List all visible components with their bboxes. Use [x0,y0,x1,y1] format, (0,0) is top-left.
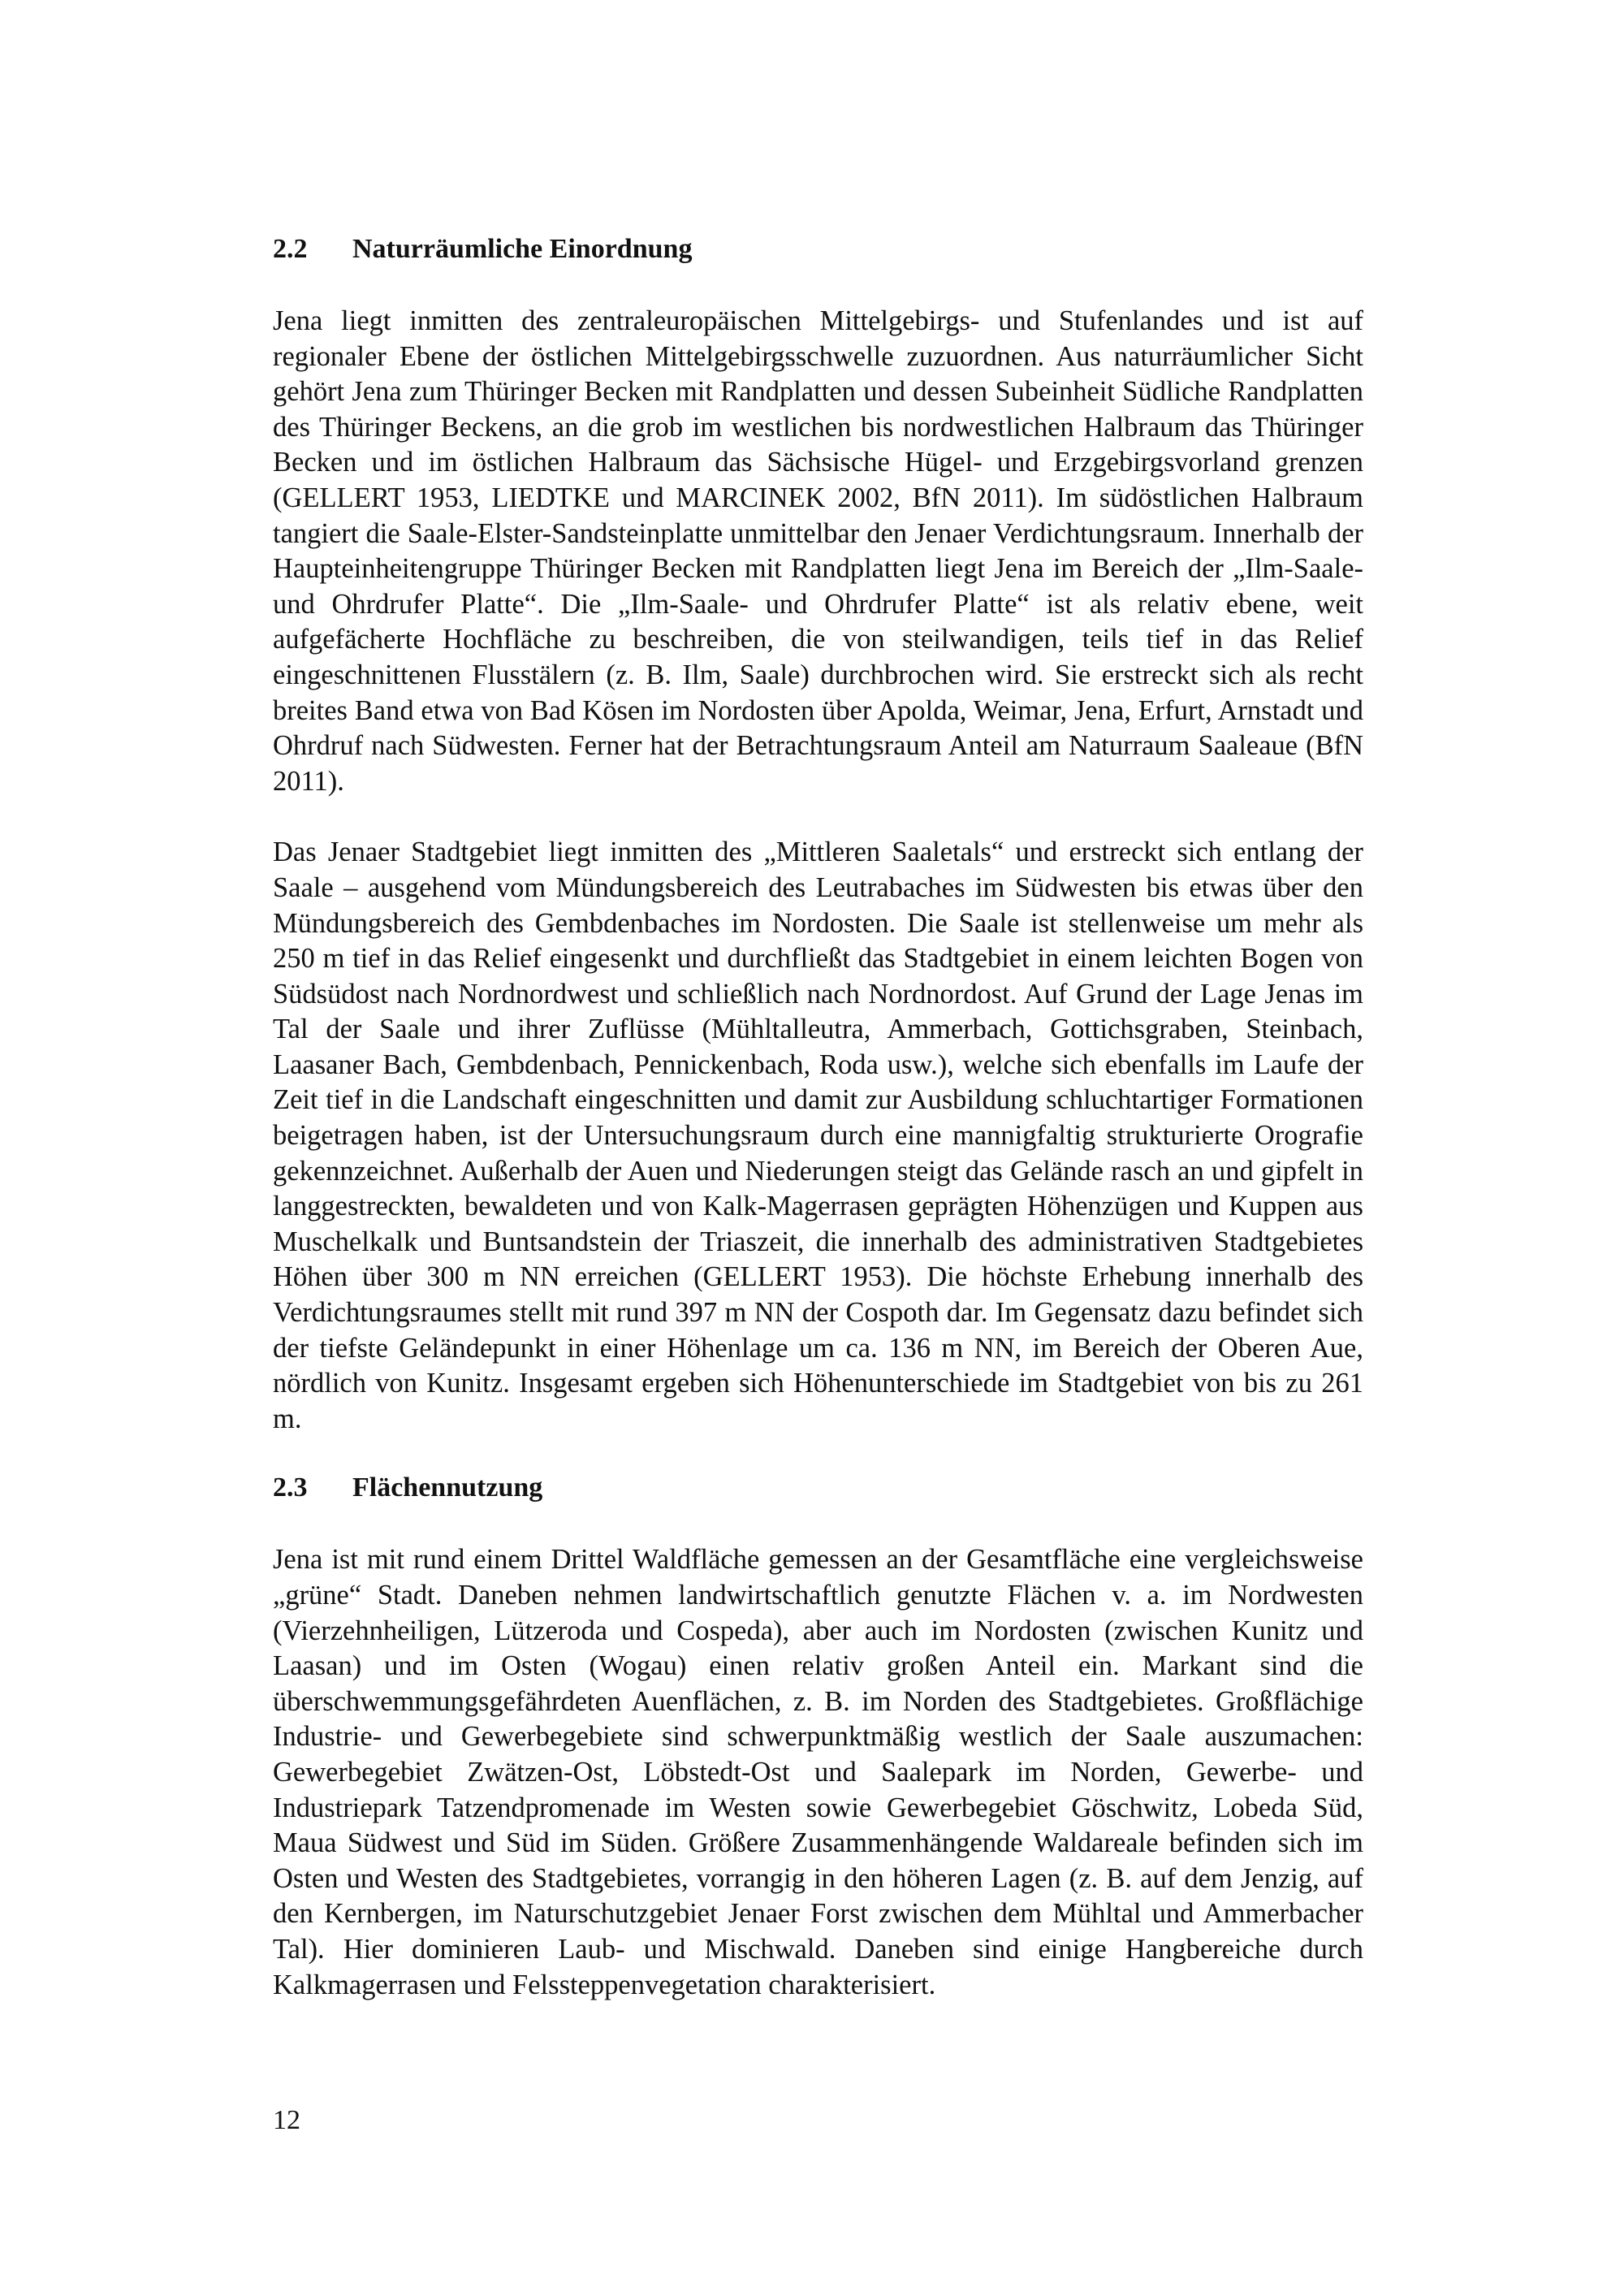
section-title: Naturräumliche Einordnung [352,234,693,264]
paragraph: Jena ist mit rund einem Drittel Waldfläche gemessen an der Gesamtfläche eine vergleichsweise „grüne“ Stadt. Daneben nehmen landwirtschaftlich genutzte Flächen v. a. im Nordwesten (Vierzehnheiligen, Lützeroda und Cospeda), aber auch im Nordosten (zwischen Kunitz und Laasan) und im Osten (Wogau) einen relativ großen Anteil ein. Markant sind die überschwemmungsgefährdeten Auenflächen, z. B. im Norden des Stadtgebietes. Großflächige Industrie- und Gewerbegebiete sind schwerpunktmäßig westlich der Saale auszumachen: Gewerbegebiet Zwätzen-Ost, Löbstedt-Ost und Saalepark im Norden, Gewerbe- und Industriepark Tatzendpromenade im Westen sowie Gewerbegebiet Göschwitz, Lobeda Süd, Maua Südwest und Süd im Süden. Größere Zusammenhängende Waldareale befinden sich im Osten und Westen des Stadtgebietes, vorrangig in den höheren Lagen (z. B. auf dem Jenzig, auf den Kernbergen, im Naturschutzgebiet Jenaer Forst zwischen dem Mühltal und Ammerbacher Tal). Hier dominieren Laub- und Mischwald. Daneben sind einige Hangbereiche durch Kalkmagerrasen und Felssteppenvegetation charakterisiert. [273,1544,1363,2000]
section-heading-2-3 [273,1471,1363,1505]
section-number: 2.3 [273,1472,308,1503]
paragraph: Das Jenaer Stadtgebiet liegt inmitten des „Mittleren Saaletals“ und erstreckt sich entlang der Saale – ausgehend vom Mündungsbereich des Leutrabaches im Südwesten bis etwas über den Mündungsbereich des Gembdenbaches im Nordosten. Die Saale ist stellenweise um mehr als 250 m tief in das Relief eingesenkt und durchfließt das Stadtgebiet in einem leichten Bogen von Südsüdost nach Nordnordwest und schließlich nach Nordnordost. Auf Grund der Lage Jenas im Tal der Saale und ihrer Zuflüsse (Mühltalleutra, Ammerbach, Gottichsgraben, Steinbach, Laasaner Bach, Gembdenbach, Pennickenbach, Roda usw.), welche sich ebenfalls im Laufe der Zeit tief in die Landschaft eingeschnitten und damit zur Ausbildung schluchtartiger Formationen beigetragen haben, ist der Untersuchungsraum durch eine mannigfaltig strukturierte Orografie gekennzeichnet. Außerhalb der Auen und Niederungen steigt das Gelände rasch an und gipfelt in langgestreckten, bewaldeten und von Kalk-Magerrasen geprägten Höhenzügen und Kuppen aus Muschelkalk und Buntsandstein der Triaszeit, die innerhalb des administrativen Stadtgebietes Höhen über 300 m NN erreichen (GELLERT 1953). Die höchste Erhebung innerhalb des Verdichtungsraumes stellt mit rund 397 m NN der Cospoth dar. Im Gegensatz dazu befindet sich der tiefste Geländepunkt in einer Höhenlage um ca. 136 m NN, im Bereich der Oberen Aue, nördlich von Kunitz. Insgesamt ergeben sich Höhenunterschiede im Stadtgebiet von bis zu 261 m. [273,837,1363,1434]
page-number: 12 [273,2105,300,2135]
page-content [273,232,1363,2003]
paragraph: Jena liegt inmitten des zentraleuropäischen Mittelgebirgs- und Stufenlandes und ist auf regionaler Ebene der östlichen Mittelgebirgsschwelle zuzuordnen. Aus naturräumlicher Sicht gehört Jena zum Thüringer Becken mit Randplatten und dessen Subeinheit Südliche Randplatten des Thüringer Beckens, an die grob im westlichen bis nordwestlichen Halbraum das Thüringer Becken und im östlichen Halbraum das Sächsische Hügel- und Erzgebirgsvorland grenzen (GELLERT 1953, LIEDTKE und MARCINEK 2002, BfN 2011). Im südöstlichen Halbraum tangiert die Saale-Elster-Sandsteinplatte unmittelbar den Jenaer Verdichtungsraum. Innerhalb der Haupteinheitengruppe Thüringer Becken mit Randplatten liegt Jena im Bereich der „Ilm-Saale- und Ohrdrufer Platte“. Die „Ilm-Saale- und Ohrdrufer Platte“ ist als relativ ebene, weit aufgefächerte Hochfläche zu beschreiben, die von steilwandigen, teils tief in das Relief eingeschnittenen Flusstälern (z. B. Ilm, Saale) durchbrochen wird. Sie erstreckt sich als recht breites Band etwa von Bad Kösen im Nordosten über Apolda, Weimar, Jena, Erfurt, Arnstadt und Ohrdruf nach Südwesten. Ferner hat der Betrachtungsraum Anteil am Naturraum Saaleaue (BfN 2011). [273,305,1363,797]
section-number: 2.2 [273,234,308,264]
section-heading-2-2 [273,232,1363,266]
section-title: Flächennutzung [352,1472,543,1503]
